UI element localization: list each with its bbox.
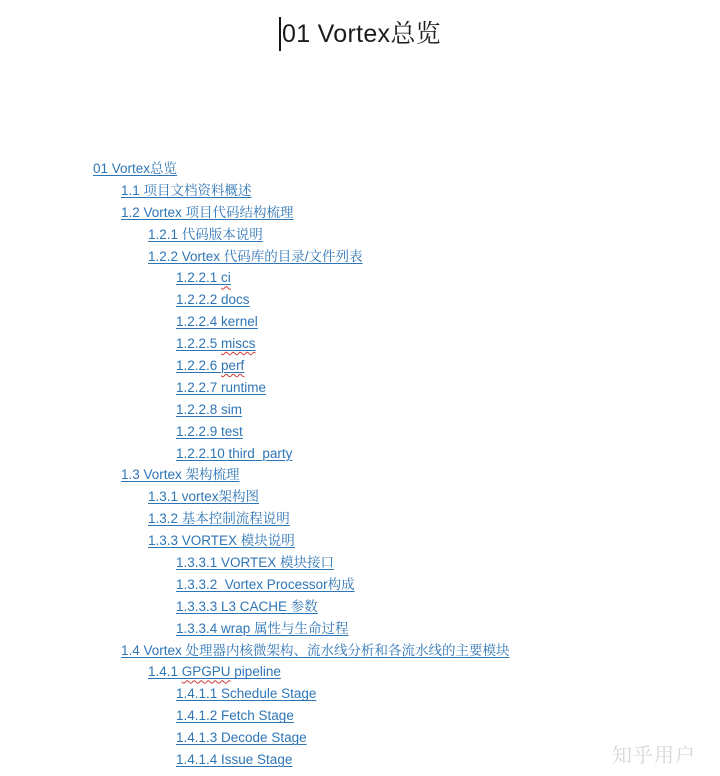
toc-row: [93, 508, 510, 530]
toc-row: [93, 661, 510, 683]
toc-link-text: pipeline: [230, 664, 281, 680]
toc-link[interactable]: [176, 270, 231, 285]
toc-link[interactable]: [148, 664, 281, 679]
toc-link-text: 1.3.1 vortex架构图: [148, 489, 260, 505]
toc-row: [93, 486, 510, 508]
toc-link[interactable]: [148, 489, 259, 504]
toc-link-text: 1.2.1 代码版本说明: [148, 226, 263, 242]
toc-link-text: 1.1 项目文档资料概述: [121, 182, 252, 198]
toc-row: [93, 246, 510, 268]
toc-link-text: 1.2.2.1: [176, 270, 222, 286]
toc-row: [93, 421, 510, 443]
misspelled-word: GPGPU: [181, 664, 231, 680]
toc-row: [93, 749, 510, 771]
toc-link-text: 1.2.2.10 third_party: [176, 445, 293, 461]
misspelled-word: perf: [221, 358, 245, 374]
toc-link[interactable]: [121, 205, 294, 220]
toc-link[interactable]: [121, 183, 252, 198]
toc-row: [93, 530, 510, 552]
toc-link[interactable]: [176, 708, 294, 723]
text-cursor: [279, 17, 281, 51]
toc-link-text: 1.4.1.1 Schedule Stage: [176, 686, 317, 702]
toc-link-text: 01 Vortex总览: [93, 161, 178, 176]
toc-row: [93, 202, 510, 224]
toc-link[interactable]: [176, 621, 349, 636]
toc-link-text: 1.2.2.9 test: [176, 423, 243, 439]
toc-link[interactable]: [176, 292, 250, 307]
toc-row: [93, 618, 510, 640]
misspelled-word: miscs: [221, 336, 256, 352]
toc-link[interactable]: [176, 314, 258, 329]
toc-link[interactable]: [176, 336, 256, 351]
document-title-row: [0, 16, 720, 52]
toc-link[interactable]: [176, 358, 244, 373]
table-of-contents: [93, 158, 510, 771]
toc-row: [93, 683, 510, 705]
toc-link-text: 1.4.1: [148, 664, 182, 680]
toc-link-text: 1.3.3.2 Vortex Processor构成: [176, 576, 355, 592]
toc-row: [93, 289, 510, 311]
toc-link[interactable]: [121, 467, 240, 482]
toc-link-text: 1.3.3 VORTEX 模块说明: [148, 533, 295, 549]
toc-link[interactable]: [176, 555, 334, 570]
watermark: 知乎用户: [612, 745, 696, 767]
toc-row: [93, 640, 510, 662]
toc-row: [93, 158, 510, 180]
toc-link[interactable]: [93, 161, 177, 176]
toc-row: [93, 333, 510, 355]
toc-link[interactable]: [176, 446, 292, 461]
toc-row: [93, 399, 510, 421]
toc-link-text: 1.2.2 Vortex 代码库的目录/文件列表: [148, 248, 363, 264]
toc-link[interactable]: [176, 599, 318, 614]
toc-row: [93, 727, 510, 749]
toc-link-text: 1.4.1.3 Decode Stage: [176, 730, 307, 746]
toc-row: [93, 267, 510, 289]
toc-link[interactable]: [176, 402, 242, 417]
toc-row: [93, 705, 510, 727]
toc-link-text: 1.4 Vortex 处理器内核微架构、流水线分析和各流水线的主要模块: [121, 642, 510, 658]
toc-link[interactable]: [176, 752, 292, 767]
toc-link[interactable]: [121, 643, 510, 658]
toc-row: [93, 180, 510, 202]
toc-link[interactable]: [176, 686, 316, 701]
toc-row: [93, 464, 510, 486]
toc-link-text: 1.2.2.6: [176, 358, 222, 374]
toc-link-text: 1.4.1.4 Issue Stage: [176, 752, 293, 768]
toc-link-text: 1.2.2.2 docs: [176, 292, 250, 308]
toc-link[interactable]: [148, 511, 290, 526]
toc-row: [93, 311, 510, 333]
toc-link[interactable]: [176, 577, 355, 592]
toc-link-text: 1.3.3.4 wrap 属性与生命过程: [176, 620, 349, 636]
toc-link-text: 1.3 Vortex 架构梳理: [121, 467, 240, 483]
toc-link-text: 1.2.2.5: [176, 336, 222, 352]
toc-row: [93, 377, 510, 399]
toc-link-text: 1.3.3.3 L3 CACHE 参数: [176, 598, 318, 614]
toc-row: [93, 443, 510, 465]
toc-link-text: 1.4.1.2 Fetch Stage: [176, 708, 294, 724]
toc-link-text: 1.3.2 基本控制流程说明: [148, 511, 290, 527]
toc-link[interactable]: [148, 227, 263, 242]
toc-link-text: 1.2.2.4 kernel: [176, 314, 258, 330]
toc-row: [93, 574, 510, 596]
toc-link-text: 1.3.3.1 VORTEX 模块接口: [176, 555, 335, 571]
toc-link[interactable]: [176, 424, 243, 439]
toc-link-text: 1.2.2.7 runtime: [176, 379, 267, 395]
toc-row: [93, 552, 510, 574]
toc-row: [93, 355, 510, 377]
toc-link[interactable]: [176, 730, 307, 745]
toc-link-text: 1.2 Vortex 项目代码结构梳理: [121, 204, 294, 220]
toc-link[interactable]: [148, 249, 363, 264]
toc-row: [93, 596, 510, 618]
document-title: 01 Vortex总览: [282, 20, 441, 48]
misspelled-word: ci: [221, 270, 231, 286]
toc-row: [93, 224, 510, 246]
toc-link[interactable]: [148, 533, 295, 548]
toc-link[interactable]: [176, 380, 266, 395]
toc-link-text: 1.2.2.8 sim: [176, 401, 243, 417]
